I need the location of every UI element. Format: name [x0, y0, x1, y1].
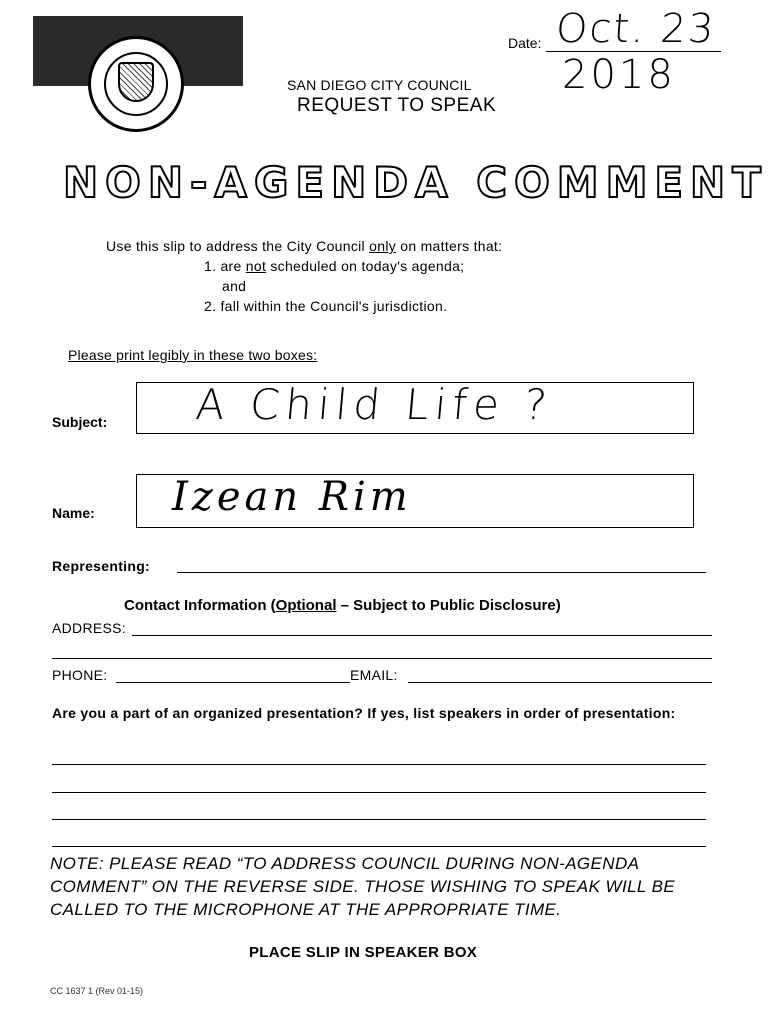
- place-slip-instruction: PLACE SLIP IN SPEAKER BOX: [249, 944, 478, 961]
- speaker-line-2[interactable]: [52, 792, 706, 793]
- print-legibly-note: Please print legibly in these two boxes:: [68, 347, 318, 363]
- organized-presentation-question: Are you a part of an organized presentation? If yes, list speakers in order of presentation:: [52, 705, 676, 721]
- contact-information-heading: Contact Information (Optional – Subject to Public Disclosure): [124, 597, 561, 614]
- speaker-line-1[interactable]: [52, 764, 706, 765]
- council-name: SAN DIEGO CITY COUNCIL: [287, 77, 472, 93]
- date-handwritten-value: Oct. 23: [554, 6, 718, 52]
- email-label: EMAIL:: [350, 667, 398, 683]
- year-handwritten-value: 2018: [562, 52, 676, 98]
- representing-label: Representing:: [52, 558, 151, 574]
- subject-label: Subject:: [52, 414, 108, 430]
- address-label: ADDRESS:: [52, 620, 126, 636]
- speaker-line-4[interactable]: [52, 846, 706, 847]
- reverse-side-note: NOTE: PLEASE READ “TO ADDRESS COUNCIL DURING NON-AGENDA COMMENT” ON THE REVERSE SIDE. THOSE WISHING TO SPEAK WILL BE CALLED TO THE MICROPHONE AT THE APPROPRIATE TIME.: [50, 854, 676, 919]
- instruction-item-1: 1. are not scheduled on today's agenda;: [204, 258, 465, 274]
- name-handwritten-value: Izean Rim: [172, 474, 412, 520]
- address-field-line[interactable]: [132, 635, 712, 636]
- phone-field-line[interactable]: [116, 682, 350, 683]
- representing-field-line[interactable]: [177, 572, 706, 573]
- instruction-intro: Use this slip to address the City Council only on matters that:: [106, 238, 503, 254]
- email-field-line[interactable]: [408, 682, 712, 683]
- instruction-and: and: [222, 278, 247, 294]
- subject-handwritten-value: A Child Life ?: [193, 380, 555, 429]
- address-field-line-2[interactable]: [52, 658, 712, 659]
- city-seal-shield-icon: [118, 62, 154, 102]
- name-label: Name:: [52, 505, 95, 521]
- request-to-speak-heading: REQUEST TO SPEAK: [297, 95, 497, 116]
- speaker-line-3[interactable]: [52, 819, 706, 820]
- instruction-item-2: 2. fall within the Council's jurisdiction.: [204, 298, 448, 314]
- phone-label: PHONE:: [52, 667, 108, 683]
- form-title: NON-AGENDA COMMENT: [63, 158, 768, 207]
- date-label: Date:: [508, 35, 542, 51]
- form-number: CC 1637 1 (Rev 01-15): [50, 986, 144, 996]
